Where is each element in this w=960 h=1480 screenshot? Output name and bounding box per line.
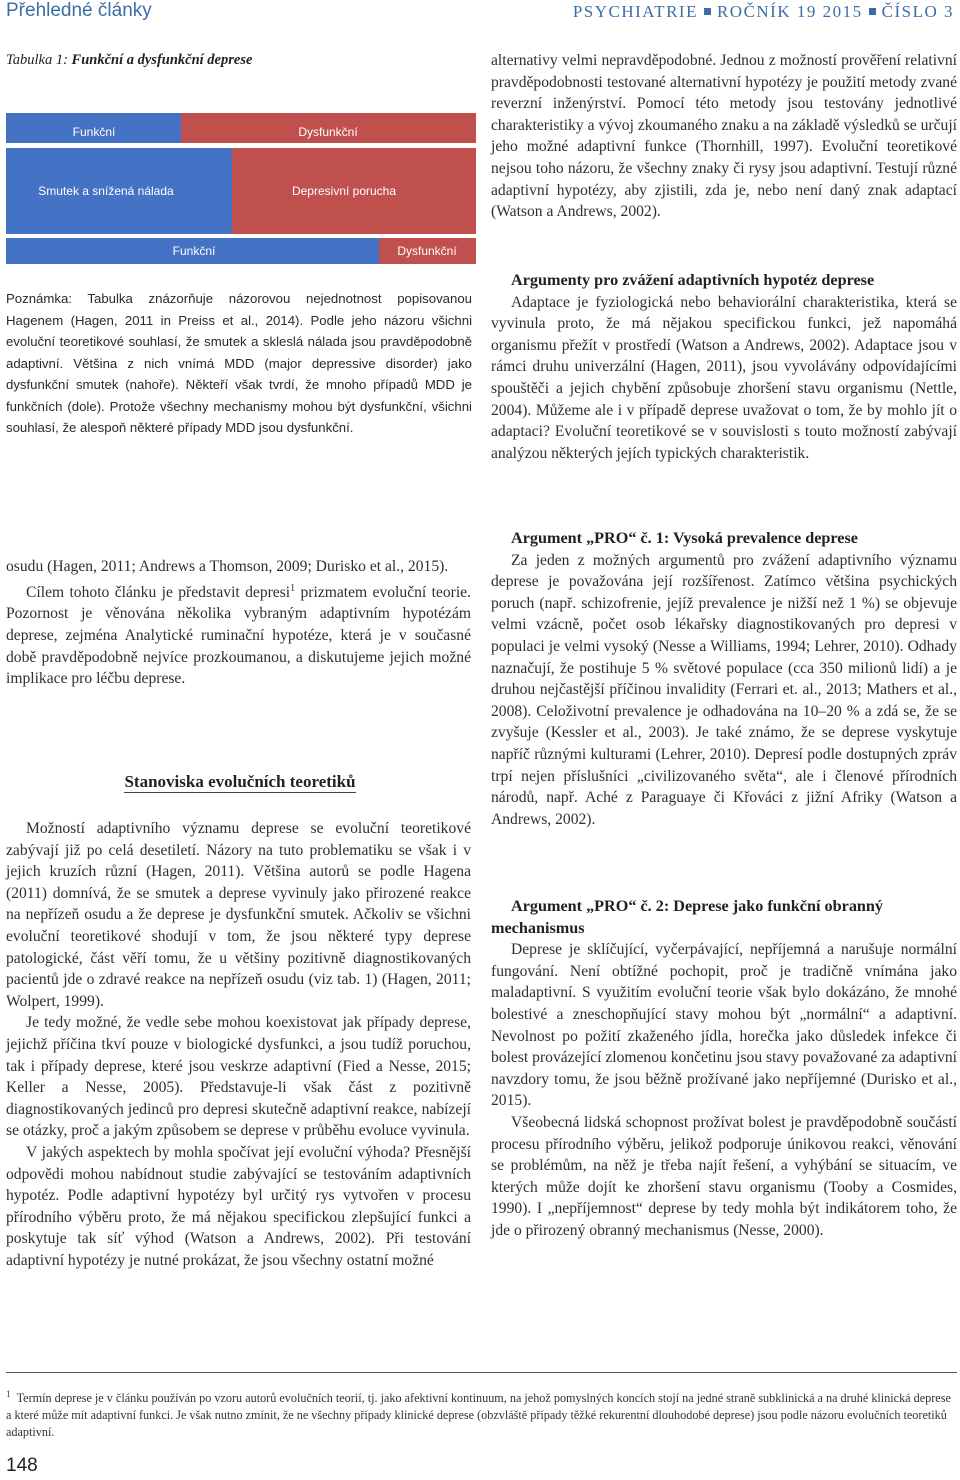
table-note: Poznámka: Tabulka znázorňuje názorovou nejednotnost popisovanou Hagenem (Hagen, 2011 in Preiss et al., 2014). Podle jeho názoru všichni evoluční teoretikové souhlasí, že smutek a skleslá nálada jsou pravděpodobně adaptivní. Většina z nich vnímá MDD (major depressive disorder) jako dysfunkční smutek (nahoře). Někteří však tvrdí, že mnoho případů MDD je funkčních (dole). Protože všechny mechanismy mohou být dysfunkční, všichni souhlasí, že alespoň některé případy MDD jsou dysfunkční. [6,291,472,435]
paragraph: osudu (Hagen, 2011; Andrews a Thomson, 2009; Durisko et al., 2015). [6,558,449,575]
paragraph: Je tedy možné, že vedle sebe mohou koexistovat jak případy deprese, jejichž příčina tkví pouze v biologické dysfunkci, a jsou tudíž poruchou, tak i případy deprese, které jsou veskrze adaptivní (Fied a Nesse, 2015; Keller a Nesse, 2005). Představuje-li však část z pozitivně diagnostikovaných jedinců pro depresi skutečně adaptivní reakce, nabízejí se otázky, proč a jakým způsobem se deprese v průběhu evoluce vyvinula. [6,1014,471,1140]
bottom-right-label: Dysfunkční [397,244,457,258]
section-label: Přehledné články [6,0,152,21]
page-number: 148 [6,1455,38,1476]
top-right-label: Dysfunkční [298,125,358,139]
table-caption-prefix: Tabulka 1: [6,52,68,68]
footnote-text: Termín deprese je v článku používán po vzoru autorů evolučních teorií, tj. jako afektivní kontinuum, na jehož pomyslných koncích stojí na jedné straně subklinická a na druhé klinická deprese a které může mít adaptivní funkci. Je však nutno zmínit, že ne všechny případy klinické deprese (obzvláště případy těžké rekurentní dlouhodobé deprese) jsou podle názoru evolučních teoretiků adaptivní. [6,1391,951,1440]
volume: ROČNÍK 19 [716,2,817,21]
paragraph: Všeobecná lidská schopnost prožívat bolest je pravděpodobně součástí procesu přírodního výběru, jelikož podporuje únikovou reakci, věnování se problémům, na něž je třeba najít řešení, a vyhýbání se situacím, ve kterých může dojít ke zhoršení stavu organismu (Tooby a Cosmides, 1990). I „nepříjemnost“ deprese by tedy mohla být indikátorem toho, že jde o přirozený obranný mechanismus (Nesse, 2000). [491,1113,957,1239]
paragraph: Deprese je sklíčující, vyčerpávající, nepříjemná a narušuje normální fungování. Není obtížné pochopit, proč je tradičně vnímána jako maladaptivní. S využitím evoluční teorie však bylo dokázáno, že mnohé bolestivé a zneschopňující stavy mohou být „normální“ a adaptivní. Nevolnost po požití zkaženého jídla, horečka jako důsledek infekce či bolest provázející zlomenou končetinu jsou stavy považované za adaptivní navzdory tomu, že jsou běžně prožívané jako nepříjemné (Durisko et al., 2015). [491,941,957,1110]
subheading: Argument „PRO“ č. 2: Deprese jako funkční obranný mechanismus [491,897,884,937]
separator-square-icon [704,8,711,15]
right-column-section-2 [491,528,957,830]
paragraph: Za jeden z možných argumentů pro zvážení adaptivního významu deprese je považována její rozšířenost. Zatímco většina psychických poruch (např. schizofrenie, jejíž prevalence je nižší než 1 %) se objevuje velmi vzácně, počet osob lékařsky diagnostikovaných pro depresi v populaci je velmi vysoký (Nesse a Williams, 1994; Lehrer, 2010). Odhady naznačují, že postihuje 5 % světové populace (cca 350 milionů lidí) a je druhou nejčastější příčinou invalidity (Ferrari et. al., 2013; Mathers et al., 2008). Celoživotní prevalence je odhadována na 10–20 % a zdá se, že se zvyšuje (Kessler et al., 2003). Je také známo, že se deprese vyskytuje napříč různými kulturami (Lehrer, 2010). Depresí podle dostupných zpráv trpí nejen příslušníci „civilizovaného světa“, ale i členové přírodních národů, např. Aché z Paraguaye či Křováci z jižní Afriky (Watson a Andrews, 2002). [491,551,957,828]
section-heading-text: Stanoviska evolučních teoretiků [124,772,356,791]
footnote [6,1386,958,1441]
paragraph: Adaptace je fyziologická nebo behaviorální charakteristika, která se vyvinula proto, že má nějakou specifickou funkci, jež napomáhá organismu přežít v prostředí (Watson a Andrews, 2002). Adaptace jsou v rámci druhu univerzální (Hagen, 2011), jsou vyvolávány odpovídajícími spouštěči a jejich chybění způsobuje zhoršení stavu organismu (Nettle, 2004). Můžeme ale i v případě deprese uvažovat o tom, že by mohlo jít o adaptaci? Evoluční teoretikové se v souvislosti s touto možností zabývají analýzou některých jejích typických charakteristik. [491,293,957,462]
footnote-mark: 1 [6,1389,11,1399]
paragraph [6,578,471,690]
left-column-body [6,818,471,1271]
paragraph-text: Cílem tohoto článku je představit depresi [26,583,291,601]
section-heading [0,772,480,792]
paragraph-text: prizmatem evoluční teorie. Pozornost je věnována několika vybraným adaptivním hypotézám deprese, zejména Analytické ruminační hypotéze, která je v současné době pravděpodobně nejvíce prozkoumanou, a diskutujeme jejich možné implikace pro léčbu deprese. [6,583,471,688]
table-caption [6,52,252,69]
journal-header [573,2,954,22]
footnote-ref[interactable]: 1 [290,582,296,594]
right-column-section-3 [491,896,957,1242]
left-column-intro [6,556,471,690]
sadness-label: Smutek a snížená nálada [38,184,174,198]
footnote-divider [6,1372,957,1373]
issue: ČÍSLO 3 [881,2,954,21]
journal-name: PSYCHIATRIE [572,2,698,21]
top-left-label: Funkční [72,125,116,139]
right-column-top [491,50,957,223]
right-column-section-1 [491,270,957,464]
paragraph: alternativy velmi nepravděpodobné. Jednou z možností prověření relativní pravděpodobnosti testované alternativní hypotézy je použití metody zvané reverzní inženýrství. Pomocí této metody jsou testovány jednotlivé charakteristiky a vývoj zkoumaného znaku a na základě výsledků se určují jeho možné adaptivní funkce (Thornhill, 1997). Evoluční teoretikové nejsou toho názoru, že všechny znaky či rysy jsou adaptivní. Testují různé adaptivní hypotézy, aby zjistili, zda je, nebo není daný znak adaptací (Watson a Andrews, 2002). [491,52,957,221]
year: 2015 [822,2,863,21]
table-caption-title: Funkční a dysfunkční deprese [71,52,253,68]
bottom-left-label: Funkční [172,244,216,258]
subheading: Argumenty pro zvážení adaptivních hypotéz deprese [511,271,875,289]
functional-dysfunctional-figure [6,88,476,264]
subheading: Argument „PRO“ č. 1: Vysoká prevalence deprese [511,529,858,547]
paragraph: Možností adaptivního významu deprese se evoluční teoretikové zabývají již po celá desetiletí. Názory na tuto problematiku se však i v jejich kruzích různí (Hagen, 2011). Většina autorů se podle Hagena (2011) domnívá, že se smutek a deprese vyvinuly jako přirozené reakce na nepřízeň osudu a že deprese je dysfunkční smutek. Ačkoliv se všichni evoluční teoretikové shodují v tom, že jsou některé typy deprese patologické, část věří tomu, že u většiny pozitivně diagnostikovaných pacientů jde o zdravé reakce na nepřízeň osudu (viz tab. 1) (Hagen, 2011; Wolpert, 1999). [6,820,471,1010]
depressive-disorder-label: Depresivní porucha [291,184,397,198]
paragraph: V jakých aspektech by mohla spočívat její evoluční výhoda? Přesnější odpovědi mohou nabídnout studie zabývající se testováním adaptivních hypotéz. Podle adaptivní hypotézy byl určitý rys vytvořen v procesu přírodního výběru proto, že má nějakou specifickou zlepšující funkci a poskytuje tak síť výhod (Watson a Andrews, 2002). Při testování adaptivní hypotézy je nutné prokázat, že jsou všechny ostatní možné [6,1143,471,1269]
separator-square-icon [869,8,876,15]
